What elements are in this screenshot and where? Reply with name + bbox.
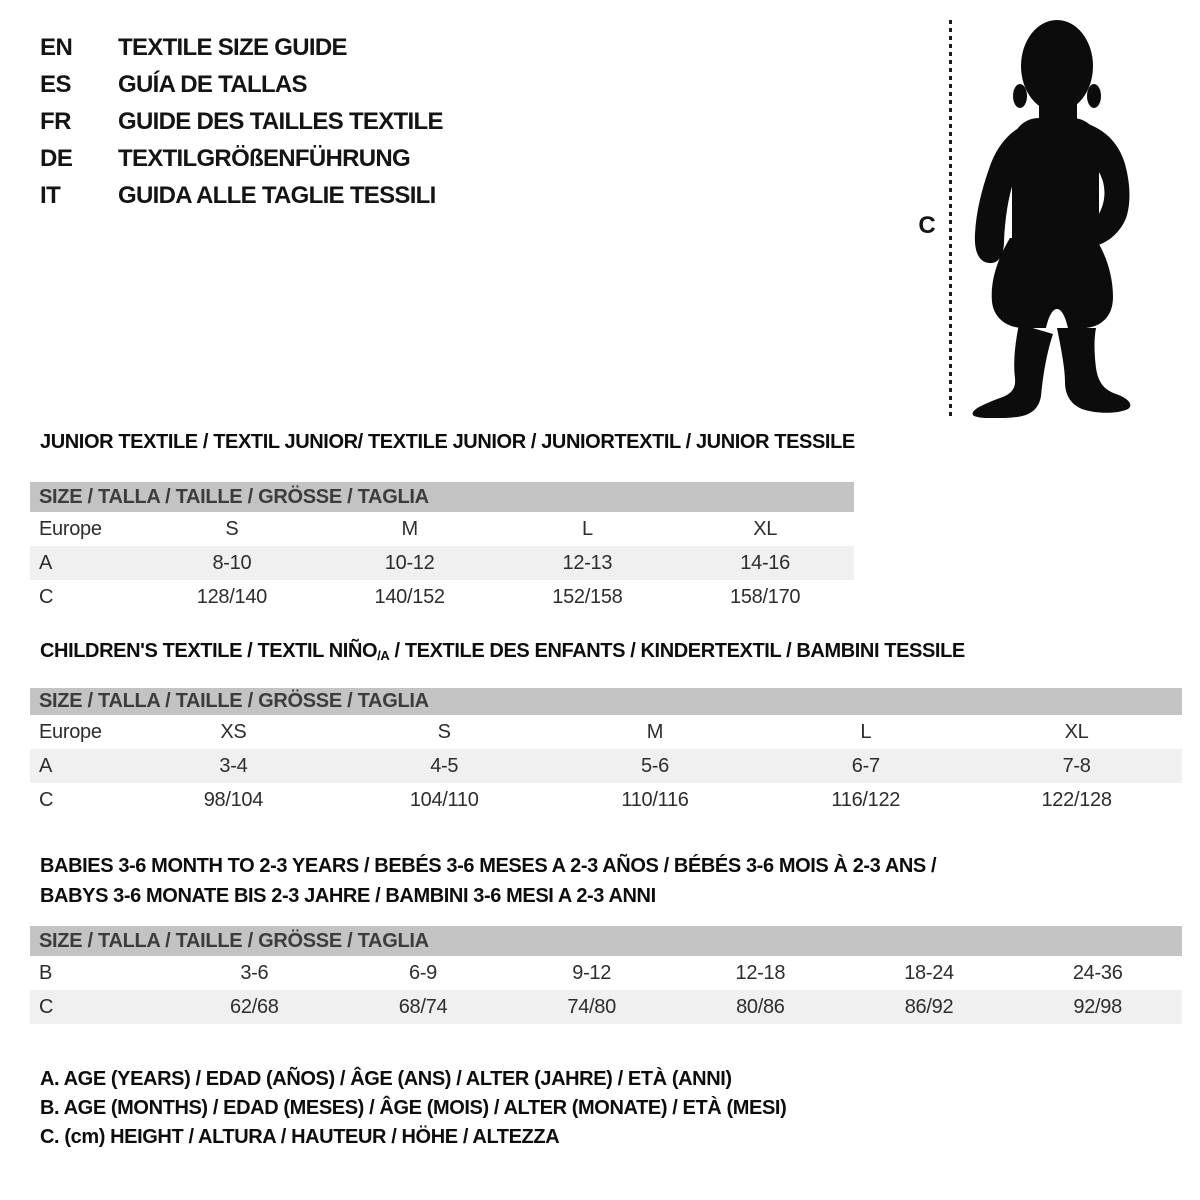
age-cell: 6-9 [409, 961, 438, 984]
lang-title: GUIDA ALLE TAGLIE TESSILI [118, 181, 436, 209]
children-section-title [40, 640, 965, 663]
height-cell: 128/140 [196, 585, 267, 608]
children-title-prefix: CHILDREN'S TEXTILE / TEXTIL NIÑO [40, 640, 378, 662]
age-cell: 24-36 [1072, 961, 1123, 984]
row-label: A [39, 754, 53, 777]
height-cell: 62/68 [230, 995, 279, 1018]
row-label: Europe [39, 517, 102, 540]
height-cell: 152/158 [552, 585, 623, 608]
table-row [30, 546, 854, 580]
table-row [30, 956, 1182, 990]
lang-code: IT [40, 181, 61, 209]
age-cell: 12-18 [735, 961, 786, 984]
size-cell: S [437, 720, 451, 743]
babies-title-line1: BABIES 3-6 MONTH TO 2-3 YEARS / BEBÉS 3-6 MESES A 2-3 AÑOS / BÉBÉS 3-6 MOIS À 2-3 ANS / [40, 855, 937, 877]
table-header: SIZE / TALLA / TAILLE / GRÖSSE / TAGLIA [30, 688, 1182, 715]
height-cell: 116/122 [831, 788, 901, 811]
lang-row-en [40, 29, 443, 66]
lang-code: ES [40, 70, 72, 98]
size-cell: XL [753, 517, 778, 540]
age-cell: 6-7 [851, 754, 880, 777]
children-title-sub: /A [377, 648, 390, 663]
age-cell: 3-6 [240, 961, 269, 984]
babies-title-line2: BABYS 3-6 MONATE BIS 2-3 JAHRE / BAMBINI 3-6 MESI A 2-3 ANNI [40, 885, 656, 907]
language-title-list [40, 29, 443, 214]
height-cell: 158/170 [730, 585, 801, 608]
row-label: C [39, 585, 54, 608]
table-row [30, 580, 854, 614]
lang-row-it [40, 177, 443, 214]
size-cell: M [646, 720, 664, 743]
lang-row-fr [40, 103, 443, 140]
height-measure-label: C [918, 212, 936, 239]
lang-title: GUÍA DE TALLAS [118, 70, 307, 98]
height-cell: 92/98 [1073, 995, 1122, 1018]
table-row [30, 749, 1182, 783]
size-cell: L [581, 517, 593, 540]
legend-line-c: C. (cm) HEIGHT / ALTURA / HAUTEUR / HÖHE / ALTEZZA [40, 1126, 560, 1148]
age-cell: 18-24 [904, 961, 954, 984]
lang-row-de [40, 140, 443, 177]
children-size-table [30, 688, 1182, 817]
toddler-silhouette [962, 12, 1140, 418]
babies-size-table [30, 926, 1182, 1024]
children-title-suffix: / TEXTILE DES ENFANTS / KINDERTEXTIL / BAMBINI TESSILE [389, 640, 965, 662]
age-cell: 5-6 [640, 754, 669, 777]
table-header: SIZE / TALLA / TAILLE / GRÖSSE / TAGLIA [30, 926, 1182, 956]
height-cell: 68/74 [398, 995, 448, 1018]
age-cell: 4-5 [430, 754, 459, 777]
row-label: C [39, 788, 54, 811]
table-header: SIZE / TALLA / TAILLE / GRÖSSE / TAGLIA [30, 482, 854, 512]
legend [40, 1065, 786, 1152]
size-cell: XS [220, 720, 247, 743]
age-cell: 12-13 [562, 551, 613, 574]
size-cell: M [401, 517, 418, 540]
lang-title: GUIDE DES TAILLES TEXTILE [118, 107, 443, 135]
height-cell: 80/86 [736, 995, 785, 1018]
height-cell: 98/104 [203, 788, 264, 811]
table-row [30, 715, 1182, 749]
lang-code: EN [40, 33, 73, 61]
lang-title: TEXTILGRÖßENFÜHRUNG [118, 144, 411, 172]
row-label: C [39, 995, 54, 1018]
age-cell: 14-16 [740, 551, 790, 574]
height-cell: 86/92 [904, 995, 954, 1018]
age-cell: 3-4 [219, 754, 248, 777]
height-cell: 140/152 [374, 585, 445, 608]
junior-section-title: JUNIOR TEXTILE / TEXTIL JUNIOR/ TEXTILE JUNIOR / JUNIORTEXTIL / JUNIOR TESSILE [40, 431, 855, 453]
table-row [30, 783, 1182, 817]
age-cell: 9-12 [572, 961, 612, 984]
age-cell: 7-8 [1062, 754, 1091, 777]
size-cell: L [860, 720, 872, 743]
size-cell: XL [1064, 720, 1089, 743]
age-cell: 10-12 [384, 551, 435, 574]
age-cell: 8-10 [212, 551, 252, 574]
height-dashed-line [949, 20, 952, 416]
height-cell: 104/110 [409, 788, 479, 811]
height-cell: 122/128 [1041, 788, 1112, 811]
row-label: Europe [39, 720, 102, 743]
table-row [30, 512, 854, 546]
junior-size-table [30, 482, 854, 614]
lang-code: FR [40, 107, 71, 135]
size-cell: S [225, 517, 239, 540]
height-cell: 110/116 [621, 788, 689, 811]
legend-line-b: B. AGE (MONTHS) / EDAD (MESES) / ÂGE (MOIS) / ALTER (MONATE) / ETÀ (MESI) [40, 1097, 787, 1119]
row-label: B [39, 961, 53, 984]
babies-section-title [40, 851, 936, 911]
table-row [30, 990, 1182, 1024]
row-label: A [39, 551, 53, 574]
lang-row-es [40, 66, 443, 103]
height-cell: 74/80 [567, 995, 616, 1018]
lang-code: DE [40, 144, 73, 172]
legend-line-a: A. AGE (YEARS) / EDAD (AÑOS) / ÂGE (ANS) / ALTER (JAHRE) / ETÀ (ANNI) [40, 1068, 732, 1090]
lang-title: TEXTILE SIZE GUIDE [118, 33, 347, 61]
